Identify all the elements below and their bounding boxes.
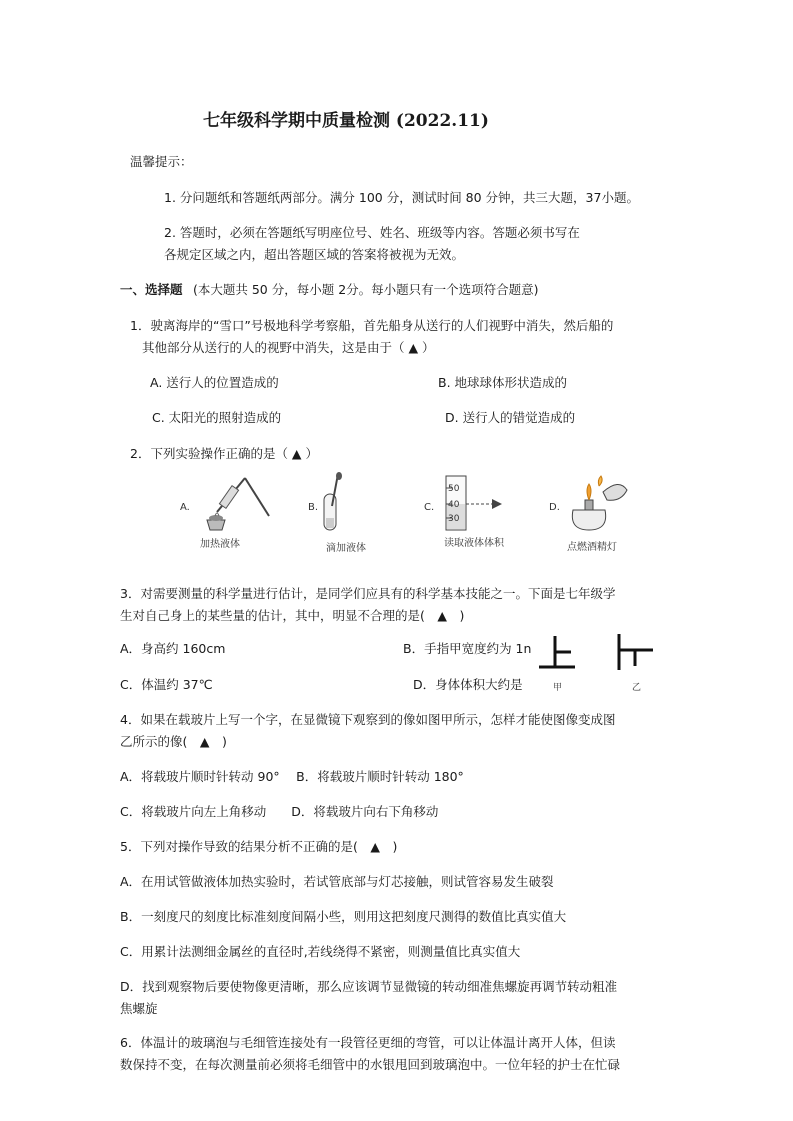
tip-item-2-line-1: 2. 答题时，必须在答题纸写明座位号、姓名、班级等内容。答题必须书写在 — [164, 225, 580, 240]
q5-option-b: B．一刻度尺的刻度比标准刻度间隔小些，则用这把刻度尺测得的数值比真实值大 — [120, 909, 567, 924]
q3-option-c: C．体温约 37℃ — [120, 677, 213, 692]
q5-option-c: C．用累计法测细金属丝的直径时,若线绕得不紧密，则测量值比真实值大 — [120, 944, 521, 959]
q2-fig-d-letter: D. — [549, 502, 560, 513]
q1-stem-line-1: 1．驶离海岸的“雪口”号极地科学考察船，首先船身从送行的人们视野中消失，然后船的 — [130, 318, 614, 333]
section-note: (本大题共 50 分，每小题 2分。每小题只有一个选项符合题意) — [193, 282, 539, 297]
figure-yi-label: 乙 — [632, 683, 642, 693]
q2-caption-c: 读取液体体积 — [444, 538, 504, 549]
q5-option-a: A．在用试管做液体加热实验时，若试管底部与灯芯接触，则试管容易发生破裂 — [120, 874, 554, 889]
cylinder-tick-40: 40 — [448, 500, 460, 510]
q1-option-b: B. 地球球体形状造成的 — [438, 375, 568, 390]
q2-caption-b: 滴加液体 — [326, 543, 366, 554]
q5-option-d-line-2: 焦螺旋 — [120, 1001, 158, 1016]
figure-jia-character — [539, 636, 575, 667]
q2-caption-a: 加热液体 — [200, 539, 240, 550]
cylinder-tick-30: 30 — [448, 514, 460, 524]
tip-item-1: 1. 分问题纸和答题纸两部分。满分 100 分，测试时间 80 分钟，共三大题，37小题。 — [164, 190, 639, 205]
q5-option-d-line-1: D．找到观察物后要使物像更清晰，那么应该调节显微镜的转动细准焦螺旋再调节转动粗准 — [120, 979, 618, 994]
q4-options-cd: C．将载玻片向左上角移动 D．将载玻片向右下角移动 — [120, 804, 439, 819]
q1-stem-line-2: 其他部分从送行的人的视野中消失，这是由于（ ▲ ） — [142, 340, 435, 355]
q1-option-a: A. 送行人的位置造成的 — [150, 375, 279, 390]
q3-stem-line-1: 3．对需要测量的科学量进行估计，是同学们应具有的科学基本技能之一。下面是七年级学 — [120, 586, 616, 601]
q3-stem-line-2: 生对自己身上的某些量的估计，其中，明显不合理的是( ▲ ) — [120, 608, 465, 623]
q2-fig-b-letter: B. — [308, 502, 319, 513]
q4-stem-line-2: 乙所示的像( ▲ ) — [120, 734, 227, 749]
q6-stem-line-1: 6．体温计的玻璃泡与毛细管连接处有一段管径更细的弯管，可以让体温计离开人体，但读 — [120, 1035, 616, 1050]
q2-fig-a-letter: A. — [180, 502, 190, 513]
figure-jia-label: 甲 — [553, 683, 563, 693]
q2-stem: 2．下列实验操作正确的是（ ▲ ） — [130, 446, 319, 461]
section-heading: 一、选择题 — [120, 282, 183, 297]
cylinder-tick-50: 50 — [448, 484, 460, 494]
q3-option-d: D．身体体积大约是 — [413, 677, 523, 692]
q2-fig-c-letter: C. — [424, 502, 435, 513]
q1-option-c: C. 太阳光的照射造成的 — [152, 410, 282, 425]
q4-stem-line-1: 4．如果在载玻片上写一个字，在显微镜下观察到的像如图甲所示，怎样才能使图像变成图 — [120, 712, 616, 727]
q4-figure — [535, 630, 660, 678]
tips-heading: 温馨提示： — [130, 154, 193, 169]
q6-stem-line-2: 数保持不变，在每次测量前必须将毛细管中的水银甩回到玻璃泡中。一位年轻的护士在忙碌 — [120, 1057, 621, 1072]
page-title: 七年级科学期中质量检测 (2022.11) — [203, 111, 489, 131]
q1-option-d: D. 送行人的错觉造成的 — [445, 410, 576, 425]
q5-stem: 5．下列对操作导致的结果分析不正确的是( ▲ ) — [120, 839, 398, 854]
tip-item-2-line-2: 各规定区域之内，超出答题区域的答案将被视为无效。 — [164, 247, 465, 262]
figure-yi-character — [619, 634, 653, 670]
q2-caption-d: 点燃酒精灯 — [567, 542, 617, 553]
heating-liquid-figure — [195, 472, 275, 534]
q4-options-ab: A．将载玻片顺时针转动 90° B．将载玻片顺时针转动 180° — [120, 769, 464, 784]
q3-option-a: A．身高约 160cm — [120, 641, 226, 656]
lighting-lamp-figure — [563, 470, 633, 534]
dropping-liquid-figure — [318, 472, 358, 534]
q3-option-b: B．手指甲宽度约为 1n — [403, 641, 532, 656]
